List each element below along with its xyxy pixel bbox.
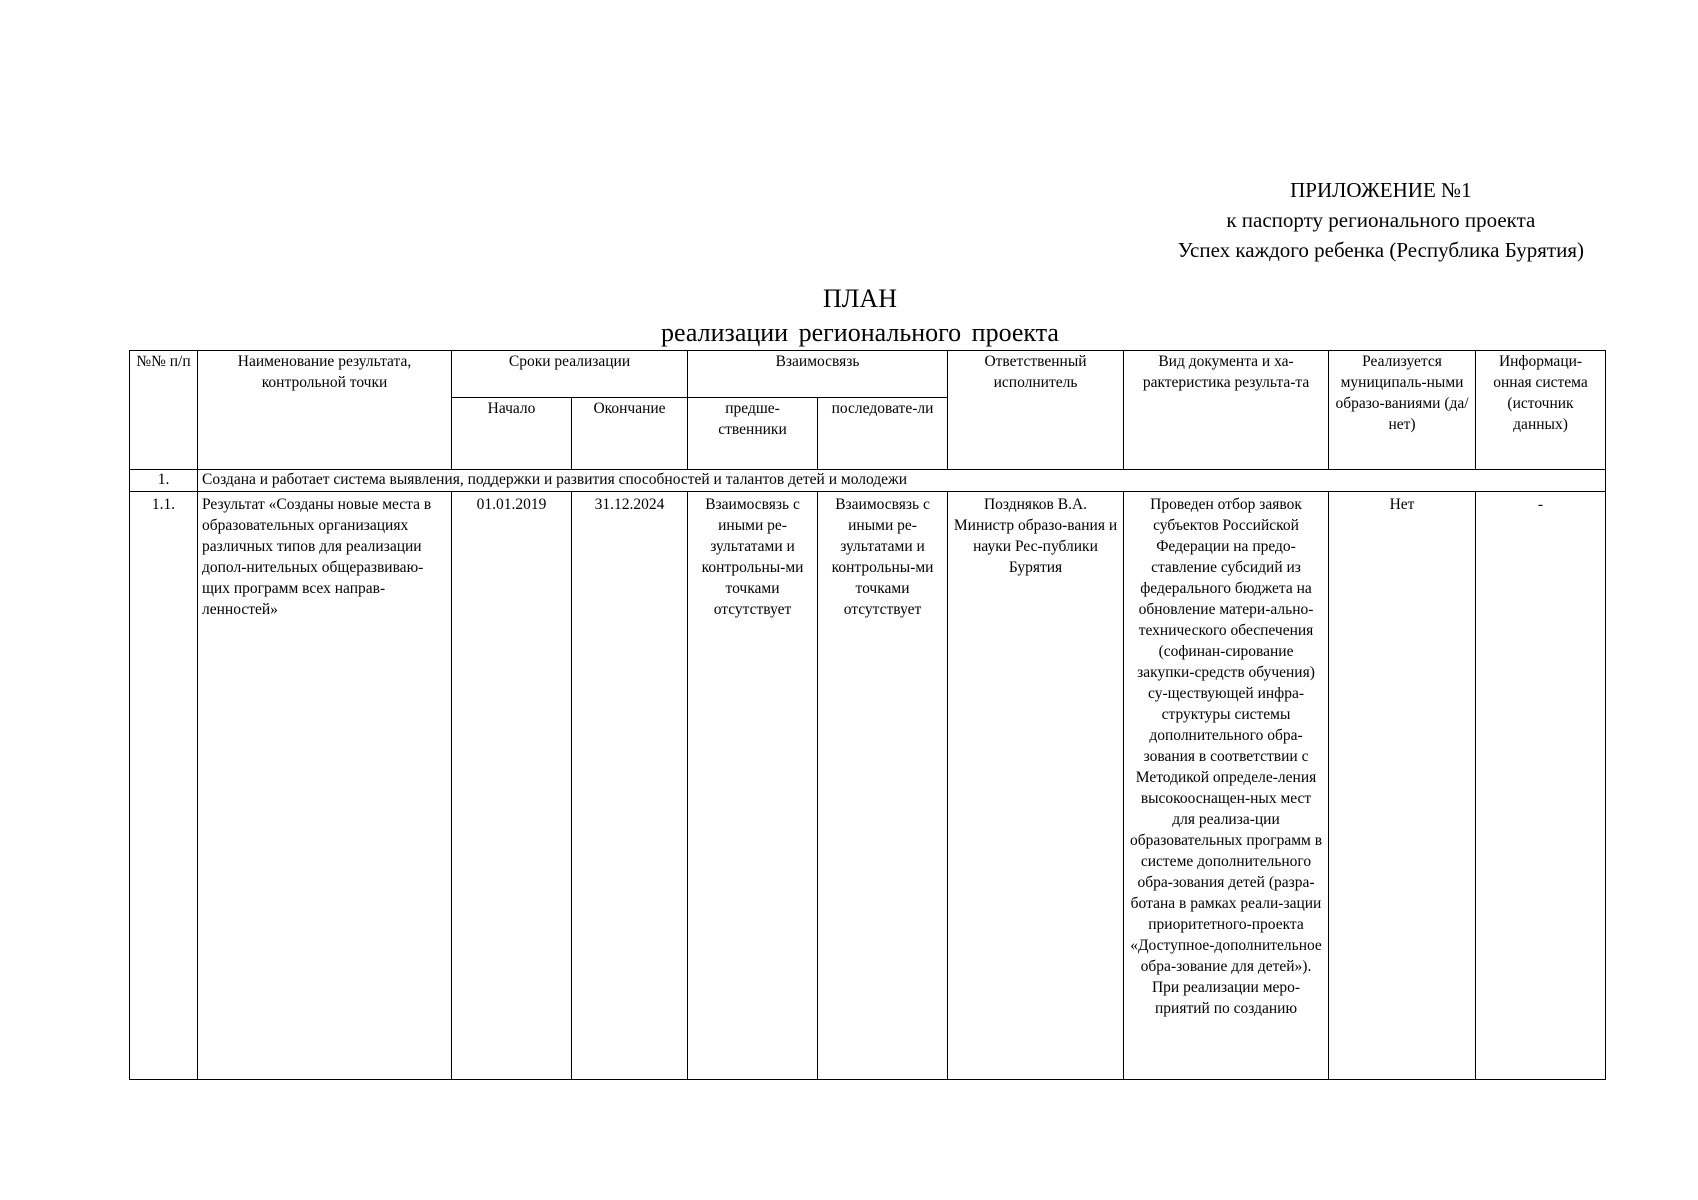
row-doc-type: Проведен отбор заявок субъектов Российской Федерации на предо-ставление субсидий из федерального бюджета на обновление матери-ально-технического обеспечения (софинан-сирование закупки-средств обучения) су-ществующей инфра-структуры системы дополнительного обра-зования в соответствии с Методикой определе-ления высокооснащен-ных мест для реализа-ции образовательных программ в системе дополнительного обра-зования детей (разра-ботана в рамках реали-зации приоритетного-проекта «Доступное-дополнительное обра-зование для детей»). При реализации меро-приятий по созданию [1124, 492, 1329, 1080]
header-successors: последовате-ли [818, 398, 948, 470]
plan-title: ПЛАН [823, 284, 897, 313]
plan-table [129, 350, 1606, 1080]
section-title: Создана и работает система выявления, поддержки и развития способностей и талантов детей и молодежи [198, 470, 1606, 492]
row-successors: Взаимосвязь с иными ре-зультатами и контрольны-ми точками отсутствует [818, 492, 948, 1080]
appendix-number: ПРИЛОЖЕНИЕ №1 [1290, 178, 1472, 202]
header-terms: Сроки реализации [452, 351, 688, 398]
header-relation: Взаимосвязь [688, 351, 948, 398]
row-result-name: Результат «Созданы новые места в образовательных организациях различных типов для реализации допол-нительных общеразвиваю-щих программ всех направ-ленностей» [198, 492, 452, 1080]
row-municipal: Нет [1329, 492, 1476, 1080]
header-info-system: Информаци-онная система (источник данных) [1476, 351, 1606, 470]
row-responsible: Поздняков В.А. Министр образо-вания и науки Рес-публики Бурятия [948, 492, 1124, 1080]
header-responsible: Ответственный исполнитель [948, 351, 1124, 470]
section-row [130, 470, 1606, 492]
appendix-project-name: Успех каждого ребенка (Республика Бурятия) [1177, 238, 1584, 262]
header-doc-type: Вид документа и ха-рактеристика результа-та [1124, 351, 1329, 470]
row-predecessors: Взаимосвязь с иными ре-зультатами и контрольны-ми точками отсутствует [688, 492, 818, 1080]
plan-subtitle: реализации регионального проекта [661, 318, 1059, 347]
table-row [130, 492, 1606, 1080]
row-num: 1.1. [130, 492, 198, 1080]
appendix-header [1178, 175, 1584, 265]
header-name: Наименование результата, контрольной точки [198, 351, 452, 470]
header-predecessors: предше-ственники [688, 398, 818, 470]
section-num: 1. [130, 470, 198, 492]
row-end-date: 31.12.2024 [572, 492, 688, 1080]
header-num: №№ п/п [130, 351, 198, 470]
header-municipal: Реализуется муниципаль-ными образо-ваниями (да/нет) [1329, 351, 1476, 470]
row-start-date: 01.01.2019 [452, 492, 572, 1080]
appendix-reference: к паспорту регионального проекта [1226, 208, 1536, 232]
row-info-system: - [1476, 492, 1606, 1080]
header-end: Окончание [572, 398, 688, 470]
header-start: Начало [452, 398, 572, 470]
